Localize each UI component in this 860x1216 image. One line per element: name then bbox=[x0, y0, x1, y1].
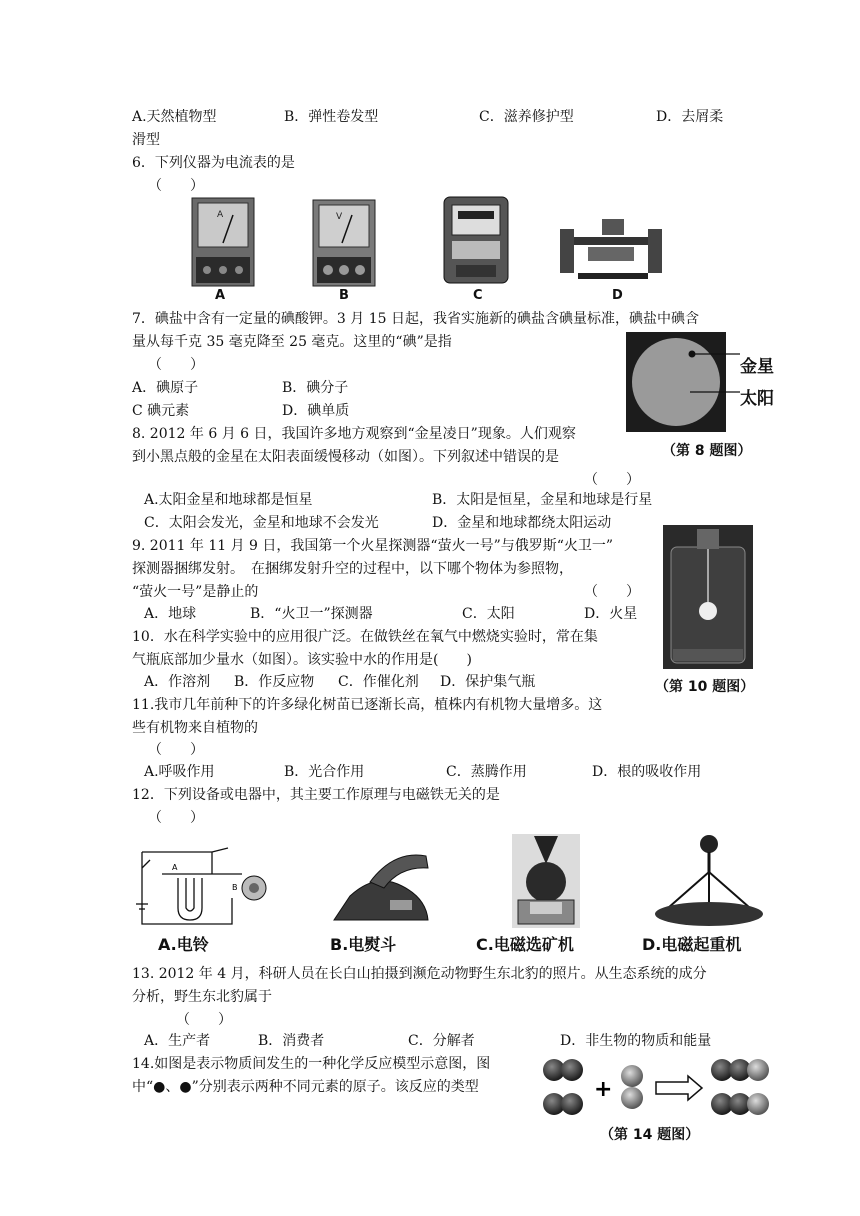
q8-option-d: D．金星和地球都绕太阳运动 bbox=[432, 515, 612, 531]
magnetic-separator-image bbox=[512, 834, 580, 928]
q11-option-a: A.呼吸作用 bbox=[144, 764, 215, 780]
q11-option-c: C．蒸腾作用 bbox=[446, 764, 527, 780]
q8-bracket: （ ） bbox=[584, 472, 640, 488]
atom-light bbox=[747, 1093, 769, 1115]
balance-image bbox=[558, 213, 664, 287]
q13-line1: 13. 2012 年 4 月，科研人员在长白山拍摄到濒危动物野生东北豹的照片。从生态系统的成分 bbox=[132, 966, 707, 982]
fig8-leader-lines bbox=[680, 340, 740, 400]
q5-option-d: D．去屑柔 bbox=[656, 109, 724, 125]
atom-dark bbox=[561, 1059, 583, 1081]
q14-line2: 中“●、●”分别表示两种不同元素的原子。该反应的类型 bbox=[132, 1079, 479, 1095]
q7-option-c: C 碘元素 bbox=[132, 403, 190, 419]
q5-option-c: C．滋养修护型 bbox=[479, 109, 574, 125]
ammeter-symbol: A bbox=[217, 210, 224, 220]
q10-option-a: A．作溶剂 bbox=[144, 674, 211, 690]
q8-line1: 8. 2012 年 6 月 6 日，我国许多地方观察到“金星凌日”现象。人们观察 bbox=[132, 426, 576, 442]
q10-line2: 气瓶底部加少量水（如图）。该实验中水的作用是( ) bbox=[132, 652, 472, 668]
q9-line3: “萤火一号”是静止的 bbox=[132, 584, 259, 600]
q12-caption-d: D.电磁起重机 bbox=[642, 935, 742, 954]
q12-stem: 12．下列设备或电器中，其主要工作原理与电磁铁无关的是 bbox=[132, 787, 500, 803]
atom-dark bbox=[561, 1093, 583, 1115]
plus-sign: + bbox=[594, 1077, 613, 1102]
fig8-caption: （第 8 题图） bbox=[662, 443, 752, 459]
voltmeter-symbol: V bbox=[336, 212, 343, 222]
q9-option-b: B．“火卫一”探测器 bbox=[250, 606, 373, 622]
q13-bracket: （ ） bbox=[176, 1012, 232, 1028]
q11-option-d: D．根的吸收作用 bbox=[592, 764, 702, 780]
electric-bell-image bbox=[132, 838, 272, 930]
q6-label-a: A bbox=[215, 288, 226, 303]
reaction-model-diagram bbox=[540, 1056, 780, 1120]
q7-option-a: A．碘原子 bbox=[132, 380, 199, 396]
fig10-caption: （第 10 题图） bbox=[655, 679, 755, 695]
q8-option-c: C．太阳会发光，金星和地球不会发光 bbox=[144, 515, 379, 531]
q7-bracket: （ ） bbox=[148, 357, 204, 373]
fig8-label-sun: 太阳 bbox=[740, 389, 774, 409]
q8-line2: 到小黑点般的金星在太阳表面缓慢移动（如图）。下列叙述中错误的是 bbox=[132, 449, 559, 465]
q9-option-c: C．太阳 bbox=[462, 606, 515, 622]
q13-option-c: C．分解者 bbox=[408, 1033, 475, 1049]
q10-option-d: D．保护集气瓶 bbox=[440, 674, 536, 690]
electromagnetic-crane-image bbox=[652, 832, 766, 930]
q13-option-a: A．生产者 bbox=[144, 1033, 211, 1049]
q12-caption-a: A.电铃 bbox=[158, 935, 209, 954]
q8-option-a: A.太阳金星和地球都是恒星 bbox=[144, 492, 313, 508]
q13-line2: 分析，野生东北豹属于 bbox=[132, 989, 272, 1005]
q11-bracket: （ ） bbox=[148, 742, 204, 758]
ammeter-image bbox=[191, 197, 255, 287]
q7-line1: 7．碘盐中含有一定量的碘酸钾。3 月 15 日起，我省实施新的碘盐含碘量标准，碘盐中碘含 bbox=[132, 311, 699, 327]
electric-meter-image bbox=[440, 195, 512, 287]
q12-caption-b: B.电熨斗 bbox=[330, 935, 397, 954]
q10-option-c: C．作催化剂 bbox=[338, 674, 419, 690]
voltmeter-image bbox=[312, 199, 376, 287]
q13-option-b: B．消费者 bbox=[258, 1033, 325, 1049]
fig8-label-venus: 金星 bbox=[740, 357, 774, 377]
q9-line1: 9. 2011 年 11 月 9 日，我国第一个火星探测器“萤火一号”与俄罗斯“火卫一” bbox=[132, 538, 614, 554]
q7-option-d: D．碘单质 bbox=[282, 403, 350, 419]
q12-bracket: （ ） bbox=[148, 810, 204, 826]
q6-stem: 6．下列仪器为电流表的是 bbox=[132, 155, 295, 171]
atom-light bbox=[621, 1087, 643, 1109]
q6-label-b: B bbox=[339, 288, 349, 303]
q9-line2: 探测器捆绑发射。 在捆绑发射升空的过程中，以下哪个物体为参照物， bbox=[132, 561, 573, 577]
q12-caption-c: C.电磁选矿机 bbox=[476, 935, 574, 954]
q8-option-b: B．太阳是恒星，金星和地球是行星 bbox=[432, 492, 653, 508]
q6-label-c: C bbox=[473, 288, 483, 303]
q14-line1: 14.如图是表示物质间发生的一种化学反应模型示意图，图 bbox=[132, 1056, 491, 1072]
q11-line1: 11.我市几年前种下的许多绿化树苗已逐渐长高，植株内有机物大量增多。这 bbox=[132, 697, 603, 713]
atom-light bbox=[621, 1065, 643, 1087]
q9-option-a: A．地球 bbox=[144, 606, 197, 622]
atom-light bbox=[747, 1059, 769, 1081]
gas-bottle-image bbox=[663, 525, 753, 669]
q11-option-b: B．光合作用 bbox=[284, 764, 365, 780]
q7-line2: 量从每千克 35 毫克降至 25 毫克。这里的“碘”是指 bbox=[132, 334, 452, 350]
q11-line2: 些有机物来自植物的 bbox=[132, 720, 258, 736]
bell-label-a: A bbox=[172, 863, 178, 872]
q5-option-b: B．弹性卷发型 bbox=[284, 109, 379, 125]
q10-option-b: B．作反应物 bbox=[234, 674, 315, 690]
q5-option-d-cont: 滑型 bbox=[132, 132, 160, 148]
fig14-caption: （第 14 题图） bbox=[600, 1127, 700, 1143]
bell-label-b: B bbox=[232, 883, 238, 892]
q9-option-d: D．火星 bbox=[584, 606, 638, 622]
electric-iron-image bbox=[330, 842, 434, 926]
q13-option-d: D．非生物的物质和能量 bbox=[560, 1033, 712, 1049]
q6-label-d: D bbox=[612, 288, 623, 303]
q10-line1: 10．水在科学实验中的应用很广泛。在做铁丝在氧气中燃烧实验时，常在集 bbox=[132, 629, 598, 645]
q7-option-b: B．碘分子 bbox=[282, 380, 349, 396]
q9-bracket: （ ） bbox=[584, 584, 640, 600]
q6-bracket: （ ） bbox=[148, 178, 204, 194]
arrow-icon bbox=[656, 1076, 702, 1100]
q5-option-a: A.天然植物型 bbox=[132, 109, 217, 125]
